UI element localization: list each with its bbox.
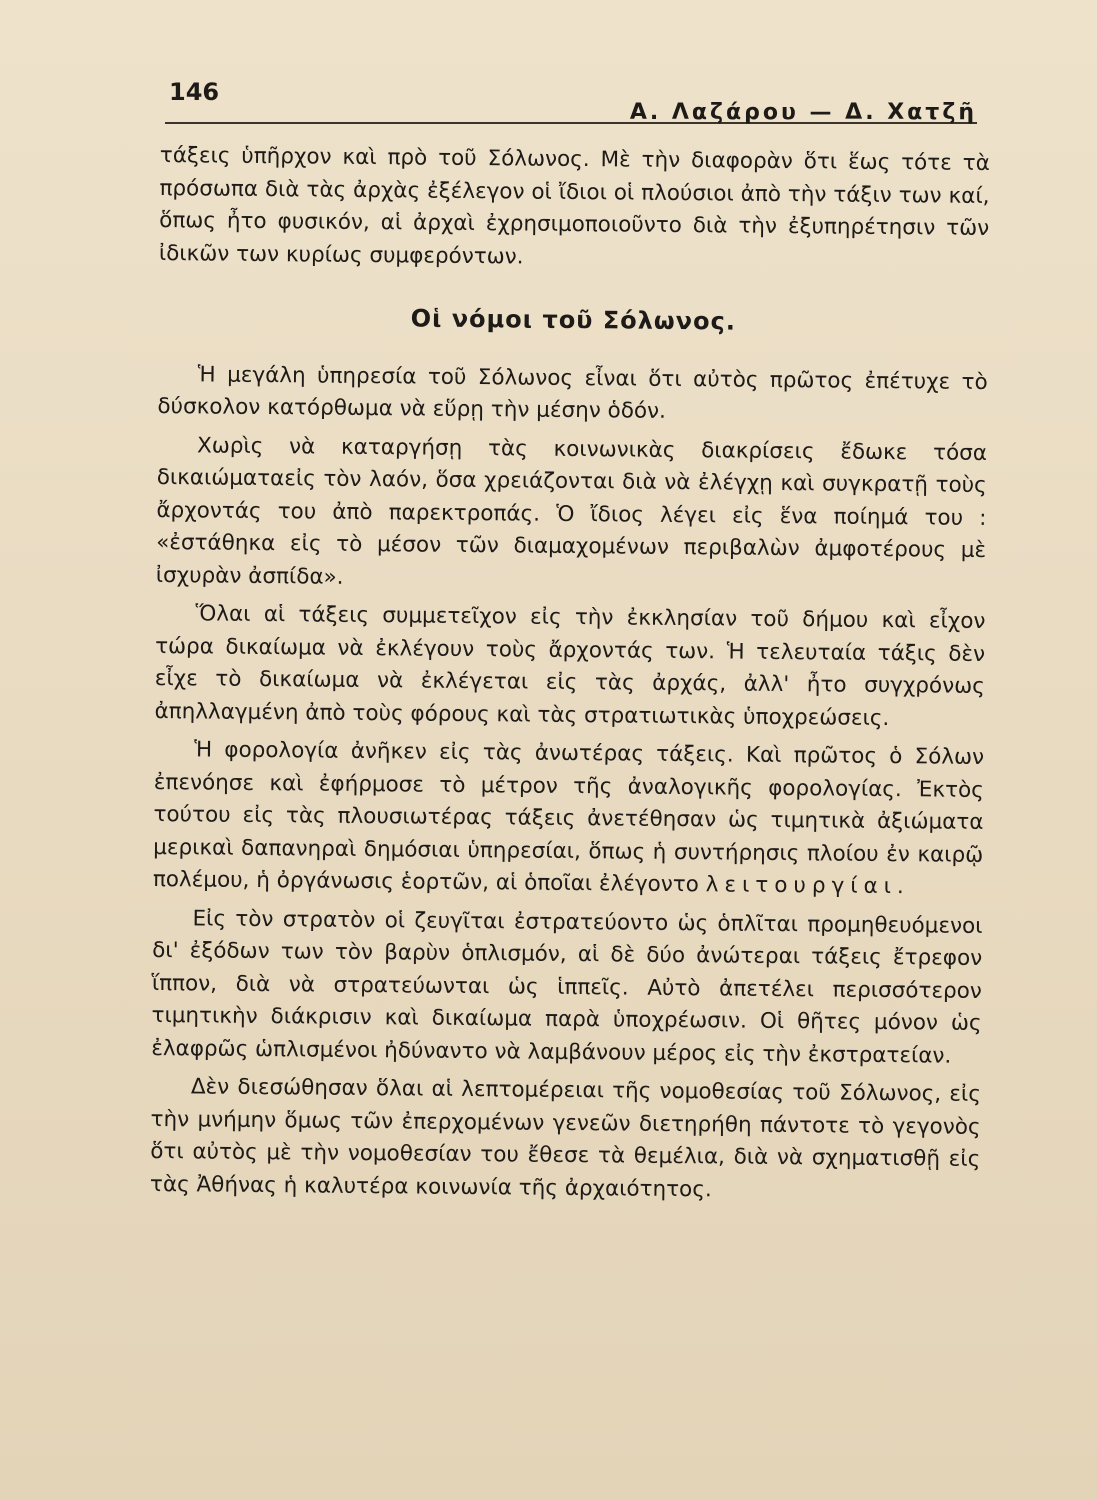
body-text	[150, 140, 990, 1215]
page-header	[165, 78, 977, 124]
page-number: 146	[169, 78, 220, 106]
spaced-term: λειτουργίαι.	[705, 872, 910, 900]
paragraph-continuation: τάξεις ὑπῆρχον καὶ πρὸ τοῦ Σόλωνος. Μὲ τὴν διαφορὰν ὅτι ἕως τότε τὰ πρόσωπα διὰ τὰς ἀρχὰς ἐξέλεγον οἱ ἴδιοι οἱ πλούσιοι ἀπὸ τὴν τάξιν των καί, ὅπως ἦτο φυσικόν, αἱ ἀρχαὶ ἐχρησιμοποιοῦντο διὰ τὴν ἐξυπηρέτησιν τῶν ἰδικῶν των κυρίως συμφερόντων.	[158, 142, 990, 269]
paragraph: Ὅλαι αἱ τάξεις συμμετεῖχον εἰς τὴν ἐκκλησίαν τοῦ δήμου καὶ εἶχον τώρα δικαίωμα νὰ ἐκλέγουν τοὺς ἄρχοντάς των. Ἡ τελευταία τάξις δὲν εἶχε τὸ δικαίωμα νὰ ἐκλέγεται εἰς τὰς ἀρχάς, ἀλλ' ἦτο συγχρόνως ἀπηλλαγμένη ἀπὸ τοὺς φόρους καὶ τὰς στρατιωτικὰς ὑποχρεώσεις.	[154, 601, 986, 731]
paragraph: Δὲν διεσώθησαν ὅλαι αἱ λεπτομέρειαι τῆς νομοθεσίας τοῦ Σόλωνος, εἰς τὴν μνήμην ὅμως τῶν ἐπερχομένων γενεῶν διετηρήθη πάντοτε τὸ γεγονὸς ὅτι αὐτὸς μὲ τὴν νομοθεσίαν του ἔθεσε τὰ θεμέλια, διὰ νὰ σχηματισθῇ εἰς τὰς Ἀθήνας ἡ καλυτέρα κοινωνία τῆς ἀρχαιότητος.	[149, 1074, 981, 1202]
paragraph: Εἰς τὸν στρατὸν οἱ ζευγῖται ἐστρατεύοντο ὡς ὁπλῖται προμηθευόμενοι δι' ἐξόδων των τὸν βαρὺν ὁπλισμόν, αἱ δὲ δύο ἀνώτεραι τάξεις ἔτρεφον ἵππον, διὰ νὰ στρατεύωνται ὡς ἱππεῖς. Αὐτὸ ἀπετέλει περισσότερον τιμητικὴν διάκρισιν καὶ δικαίωμα παρὰ ὑποχρέωσιν. Οἱ θῆτες μόνον ὡς ἐλαφρῶς ὡπλισμένοι ἠδύναντο νὰ λαμβάνουν μέρος εἰς τὴν ἐκστρατείαν.	[151, 905, 983, 1069]
paragraph: Χωρὶς νὰ καταργήσῃ τὰς κοινωνικὰς διακρίσεις ἔδωκε τόσα δικαιώματαεἰς τὸν λαόν, ὅσα χρειάζονται διὰ νὰ ἐλέγχῃ καὶ συγκρατῇ τοὺς ἄρχοντάς του ἀπὸ παρεκτροπάς. Ὁ ἴδιος λέγει εἰς ἕνα ποίημά του : «ἐστάθηκα εἰς τὸ μέσον τῶν διαμαχομένων περιβαλὼν ἀμφοτέρους μὲ ἰσχυρὰν ἀσπίδα».	[155, 432, 988, 590]
section-heading: Οἱ νόμοι τοῦ Σόλωνος.	[410, 304, 737, 336]
paragraph-text: Ἡ φορολογία ἀνῆκεν εἰς τὰς ἀνωτέρας τάξεις. Καὶ πρῶτος ὁ Σόλων ἐπενόησε καὶ ἐφήρμοσε τὸ μέτρον τῆς ἀναλογικῆς φορολογίας. Ἐκτὸς τούτου εἰς τὰς πλουσιωτέρας τάξεις ἀνετέθησαν ὡς τιμητικὰ ἀξιώματα μερικαὶ δαπανηραὶ δημόσιαι ὑπηρεσίαι, ὅπως ἡ συντήρησις πλοίου ἐν καιρῷ πολέμου, ἡ ὀργάνωσις ἑορτῶν, αἱ ὁποῖαι ἐλέγοντο	[152, 737, 985, 898]
paragraph	[153, 734, 985, 904]
paragraph: Ἡ μεγάλη ὑπηρεσία τοῦ Σόλωνος εἶναι ὅτι αὐτὸς πρῶτος ἐπέτυχε τὸ δύσκολον κατόρθωμα νὰ εὕρῃ τὴν μέσην ὁδόν.	[157, 361, 988, 424]
running-head: Α. Λαζάρου — Δ. Χατζῆ	[629, 100, 977, 125]
